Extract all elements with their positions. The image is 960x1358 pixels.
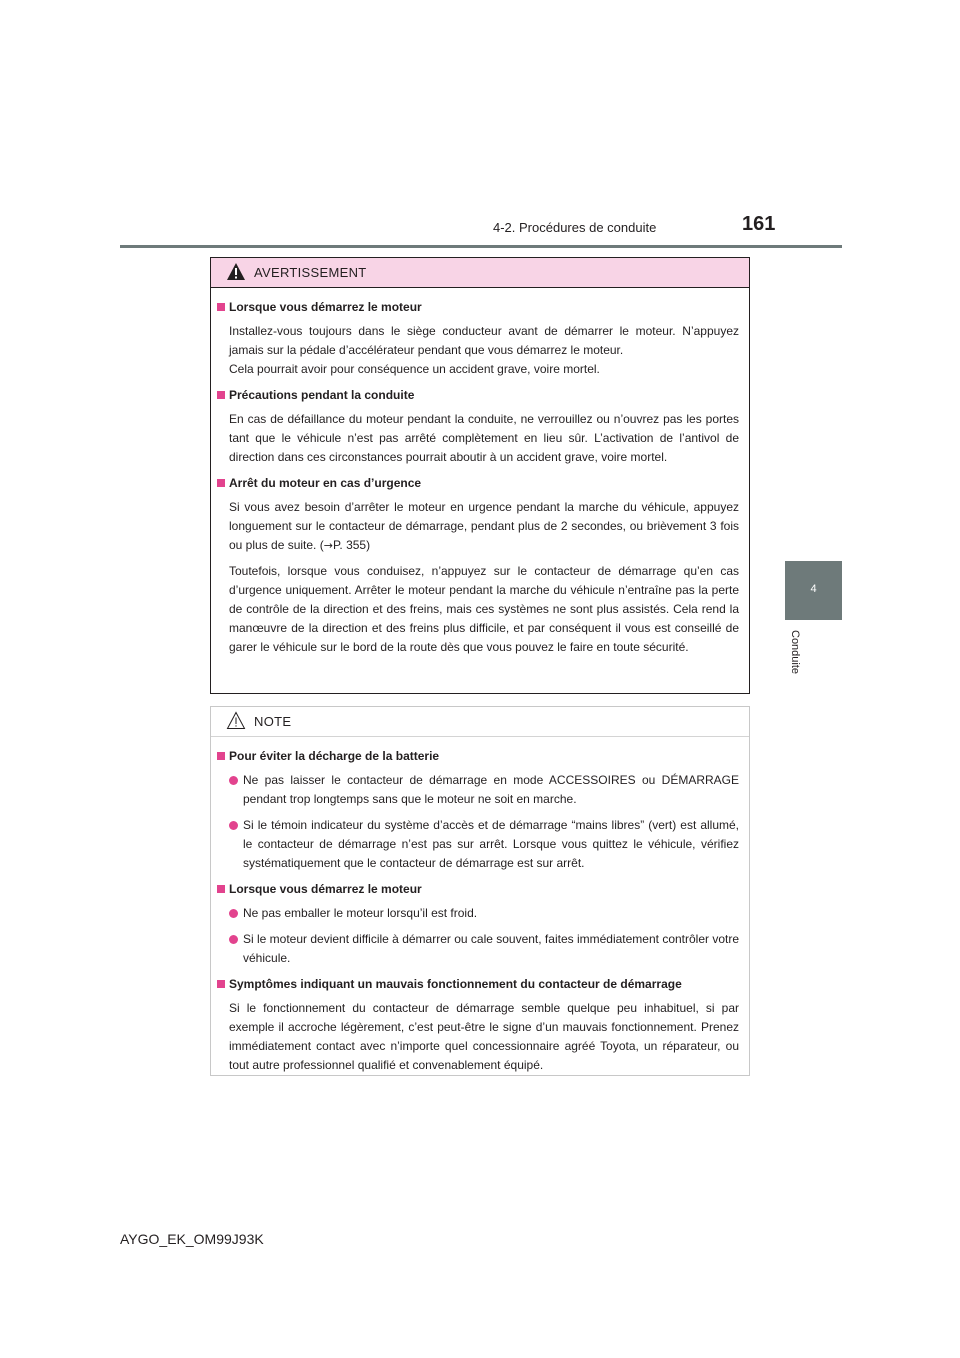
section-square-icon bbox=[217, 752, 225, 760]
header-divider bbox=[120, 245, 842, 248]
warning-paragraph: Si vous avez besoin d’arrêter le moteur en urgence pendant la marche du véhicule, appuyez longuement sur le contacteur de démarrage, pendant plus de 2 secondes, ou brièvement 3 fois ou plus de suite. (→P. 355) bbox=[229, 500, 739, 552]
note-paragraph: Si le fonctionnement du contacteur de démarrage semble quelque peu inhabituel, si par exemple il accroche légèrement, c’est peut-être le signe d’un mauvais fonctionnement. Prenez immédiatement contact avec n’importe quel concessionnaire agréé Toyota, un réparateur, ou tout autre professionnel qualifié et convenablement équipé. bbox=[229, 1001, 739, 1072]
page-number: 161 bbox=[742, 213, 776, 235]
note-bullet: Ne pas emballer le moteur lorsqu’il est froid. bbox=[217, 904, 739, 923]
chapter-tab bbox=[785, 561, 842, 620]
warning-paragraph: Installez-vous toujours dans le siège conducteur avant de démarrer le moteur. N’appuyez jamais sur la pédale d’accélérateur pendant que vous démarrez le moteur. bbox=[229, 324, 739, 357]
document-code: AYGO_EK_OM99J93K bbox=[120, 1231, 264, 1247]
note-box bbox=[210, 706, 750, 1076]
warning-box bbox=[210, 257, 750, 694]
warning-title: AVERTISSEMENT bbox=[254, 265, 367, 280]
warning-section-heading: Lorsque vous démarrez le moteur bbox=[217, 298, 739, 317]
note-bullet: Si le témoin indicateur du système d’accès et de démarrage “mains libres” (vert) est allumé, le contacteur de démarrage n’est pas sur arrêt. Lorsque vous quittez le véhicule, vérifiez systématiquement que le contacteur de démarrage est sur arrêt. bbox=[217, 816, 739, 873]
section-title: 4-2. Procédures de conduite bbox=[493, 220, 657, 235]
warning-section-heading: Précautions pendant la conduite bbox=[217, 386, 739, 405]
warning-section-heading: Arrêt du moteur en cas d’urgence bbox=[217, 474, 739, 493]
warning-body bbox=[217, 298, 739, 657]
note-body bbox=[217, 747, 739, 1075]
warning-paragraph: Toutefois, lorsque vous conduisez, n’appuyez sur le contacteur de démarrage qu’en cas d’urgence uniquement. Arrêter le moteur pendant la marche du véhicule n’entraîne pas la perte de contrôle de la direction et des freins, mais ces systèmes ne sont plus assistés. Cela rend la manœuvre de la direction et des freins plus difficile, et par conséquent il vous est conseillé de garer le véhicule sur le bord de la route dès que vous pouvez le faire en toute sécurité. bbox=[229, 564, 739, 654]
warning-header bbox=[211, 258, 749, 288]
note-section-heading: Lorsque vous démarrez le moteur bbox=[217, 880, 739, 899]
section-square-icon bbox=[217, 980, 225, 988]
note-bullet: Ne pas laisser le contacteur de démarrage en mode ACCESSOIRES ou DÉMARRAGE pendant trop longtemps sans que le moteur ne soit en marche. bbox=[217, 771, 739, 809]
caution-triangle-outline-icon bbox=[226, 711, 246, 730]
note-section-heading: Symptômes indiquant un mauvais fonctionnement du contacteur de démarrage bbox=[217, 975, 739, 994]
warning-paragraph: En cas de défaillance du moteur pendant la conduite, ne verrouillez ou n’ouvrez pas les portes tant que le véhicule n’est pas arrêté complètement en lieu sûr. L’activation de l’antivol de direction dans ces circonstances pourrait aboutir à un accident grave, voire mortel. bbox=[229, 412, 739, 464]
bullet-dot-icon bbox=[229, 935, 238, 944]
bullet-dot-icon bbox=[229, 909, 238, 918]
section-square-icon bbox=[217, 391, 225, 399]
section-square-icon bbox=[217, 479, 225, 487]
bullet-dot-icon bbox=[229, 821, 238, 830]
note-section-heading: Pour éviter la décharge de la batterie bbox=[217, 747, 739, 766]
warning-triangle-icon bbox=[226, 262, 246, 281]
page-reference[interactable]: P. 355) bbox=[332, 538, 371, 552]
page-reference-arrow: → bbox=[323, 539, 333, 552]
section-square-icon bbox=[217, 303, 225, 311]
section-square-icon bbox=[217, 885, 225, 893]
note-bullet: Si le moteur devient difficile à démarrer ou cale souvent, faites immédiatement contrôler votre véhicule. bbox=[217, 930, 739, 968]
note-title: NOTE bbox=[254, 714, 292, 729]
chapter-label: Conduite bbox=[789, 630, 801, 675]
note-header bbox=[211, 707, 749, 737]
warning-paragraph: Cela pourrait avoir pour conséquence un accident grave, voire mortel. bbox=[229, 362, 600, 376]
bullet-dot-icon bbox=[229, 776, 238, 785]
chapter-number: 4 bbox=[810, 583, 817, 595]
